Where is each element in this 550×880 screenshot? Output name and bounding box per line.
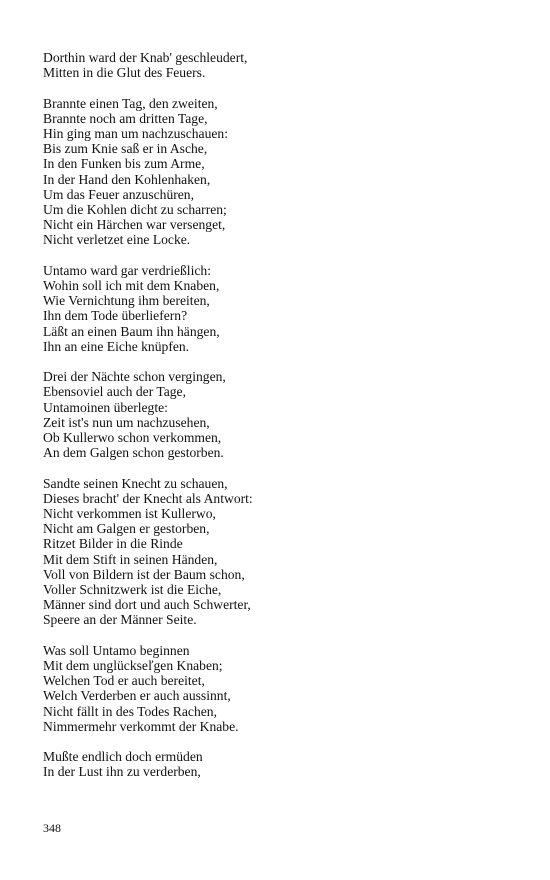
- page-number: 348: [43, 821, 61, 835]
- poem-body: [43, 50, 513, 795]
- verse-line: Ritzet Bilder in die Rinde: [43, 536, 183, 552]
- verse-line: Um die Kohlen dicht zu scharren;: [43, 202, 227, 218]
- verse-line: Nicht am Galgen er gestorben,: [43, 521, 210, 537]
- verse-line: Bis zum Knie saß er in Asche,: [43, 141, 208, 157]
- verse-line: Brannte noch am dritten Tage,: [43, 110, 208, 126]
- verse-line: Hin ging man um nachzuschauen:: [43, 126, 228, 141]
- verse-line: Ihn an eine Eiche knüpfen.: [43, 338, 190, 354]
- stanza: [43, 263, 513, 354]
- verse-line: Ebensoviel auch der Tage,: [43, 384, 186, 400]
- verse-line: Sandte seinen Knecht zu schauen,: [43, 475, 228, 491]
- verse-line: Mitten in die Glut des Feuers.: [43, 65, 206, 81]
- verse-line: Nicht ein Härchen war versenget,: [43, 217, 226, 233]
- stanza: [43, 476, 513, 628]
- verse-line: Dorthin ward der Knab' geschleudert,: [43, 50, 248, 65]
- verse-line: Nicht verletzet eine Locke.: [43, 232, 191, 248]
- verse-line: Voll von Bildern ist der Baum schon,: [43, 566, 245, 582]
- verse-line: Welch Verderben er auch aussinnt,: [43, 688, 231, 704]
- verse-line: Zeit ist's nun um nachzusehen,: [43, 414, 210, 430]
- verse-line: Nicht fällt in des Todes Rachen,: [43, 703, 217, 719]
- stanza: [43, 643, 513, 734]
- verse-line: An dem Galgen schon gestorben.: [43, 445, 224, 461]
- verse-line: Dieses bracht' der Knecht als Antwort:: [43, 490, 253, 506]
- verse-line: Was soll Untamo beginnen: [43, 642, 190, 658]
- verse-line: Brannte einen Tag, den zweiten,: [43, 95, 218, 111]
- verse-line: Untamo ward gar verdrießlich:: [43, 262, 211, 278]
- verse-line: Untamoinen überlegte:: [43, 399, 168, 415]
- verse-line: Ihn dem Tode überliefern?: [43, 308, 188, 324]
- verse-line: Um das Feuer anzuschüren,: [43, 186, 194, 202]
- verse-line: In den Funken bis zum Arme,: [43, 156, 205, 172]
- verse-line: Männer sind dort und auch Schwerter,: [43, 597, 251, 613]
- stanza: [43, 749, 513, 779]
- verse-line: Welchen Tod er auch bereitet,: [43, 673, 205, 689]
- verse-line: Ob Kullerwo schon verkommen,: [43, 430, 222, 446]
- verse-line: Nimmermehr verkommt der Knabe.: [43, 718, 239, 734]
- verse-line: Mit dem unglückseľgen Knaben;: [43, 658, 223, 674]
- verse-line: Läßt an einen Baum ihn hängen,: [43, 323, 220, 339]
- verse-line: In der Hand den Kohlenhaken,: [43, 171, 211, 187]
- stanza: [43, 369, 513, 460]
- verse-line: Mußte endlich doch ermüden: [43, 749, 203, 765]
- verse-line: Nicht verkommen ist Kullerwo,: [43, 506, 216, 522]
- stanza: [43, 50, 513, 80]
- verse-line: Drei der Nächte schon vergingen,: [43, 369, 226, 385]
- verse-line: Wohin soll ich mit dem Knaben,: [43, 278, 220, 294]
- verse-line: Mit dem Stift in seinen Händen,: [43, 551, 218, 567]
- verse-line: In der Lust ihn zu verderben,: [43, 764, 201, 780]
- stanza: [43, 96, 513, 248]
- verse-line: Wie Vernichtung ihm bereiten,: [43, 293, 210, 309]
- verse-line: Speere an der Männer Seite.: [43, 612, 197, 628]
- verse-line: Voller Schnitzwerk ist die Eiche,: [43, 582, 222, 598]
